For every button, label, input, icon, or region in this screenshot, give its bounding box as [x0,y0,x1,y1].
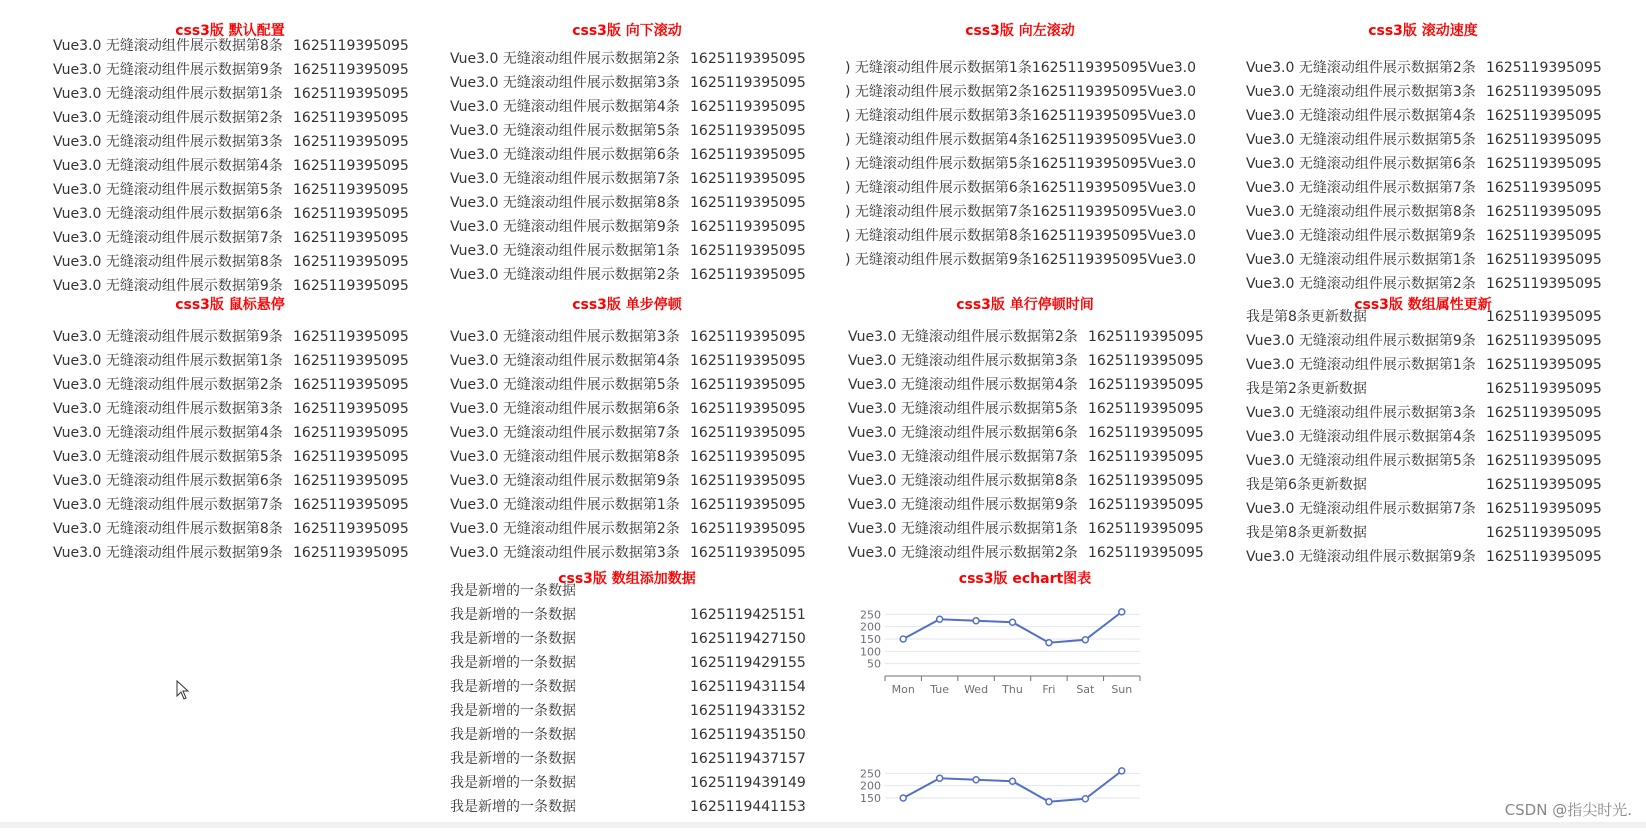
y-tick-label: 100 [860,645,881,659]
list-item: Vue3.0 无缝滚动组件展示数据第1条 1625119395095 [53,353,409,369]
series-line [903,771,1122,802]
list-item: Vue3.0 无缝滚动组件展示数据第8条 1625119395095 [1246,204,1602,220]
panel-title: css3版 默认配置 [175,23,285,39]
data-point [973,618,979,624]
list-item-partial: Vue3.0 无缝滚动组件展示数据第8条 1625119395095 [53,38,409,54]
list-item: Vue3.0 无缝滚动组件展示数据第2条 1625119395095 [848,545,1204,561]
data-point [1010,778,1016,784]
y-tick-label: 150 [860,633,881,646]
list-item: 我是新增的一条数据 1625119437157 [450,751,806,767]
list-item: Vue3.0 无缝滚动组件展示数据第1条 1625119395095 [450,497,806,513]
list-item: Vue3.0 无缝滚动组件展示数据第8条 1625119395095 [450,195,806,211]
marquee-line: ) 无缝滚动组件展示数据第7条1625119395095Vue3.0 [845,204,1196,220]
list-item: Vue3.0 无缝滚动组件展示数据第4条 1625119395095 [53,425,409,441]
marquee-line: ) 无缝滚动组件展示数据第1条1625119395095Vue3.0 [845,60,1196,76]
list-item: Vue3.0 无缝滚动组件展示数据第1条 1625119395095 [53,86,409,102]
data-point [1082,637,1088,643]
list-item: 我是第6条更新数据 1625119395095 [1246,477,1602,493]
list-item: Vue3.0 无缝滚动组件展示数据第7条 1625119395095 [848,449,1204,465]
list-item: Vue3.0 无缝滚动组件展示数据第7条 1625119395095 [1246,501,1602,517]
data-point [1082,796,1088,802]
panel-row-pause-time [845,294,1205,559]
bottom-bar [0,822,1646,828]
panel-single-step [447,294,807,559]
list-item: 我是第2条更新数据 1625119395095 [1246,381,1602,397]
list-item: Vue3.0 无缝滚动组件展示数据第5条 1625119395095 [450,377,806,393]
list-item: Vue3.0 无缝滚动组件展示数据第8条 1625119395095 [848,473,1204,489]
list-item: Vue3.0 无缝滚动组件展示数据第8条 1625119395095 [53,521,409,537]
list-item: Vue3.0 无缝滚动组件展示数据第6条 1625119395095 [450,401,806,417]
list-item: 我是新增的一条数据 1625119441153 [450,799,806,815]
list-item: Vue3.0 无缝滚动组件展示数据第1条 1625119395095 [848,521,1204,537]
scroll-list [447,325,807,565]
marquee-line: ) 无缝滚动组件展示数据第8条1625119395095Vue3.0 [845,228,1196,244]
list-item: Vue3.0 无缝滚动组件展示数据第6条 1625119395095 [1246,156,1602,172]
scroll-viewport[interactable] [1243,309,1603,565]
list-item: Vue3.0 无缝滚动组件展示数据第2条 1625119395095 [1246,60,1602,76]
list-item: Vue3.0 无缝滚动组件展示数据第9条 1625119395095 [1246,549,1602,565]
panel-title: css3版 向下滚动 [572,23,682,39]
list-item: Vue3.0 无缝滚动组件展示数据第2条 1625119395095 [450,51,806,67]
marquee-line: ) 无缝滚动组件展示数据第2条1625119395095Vue3.0 [845,84,1196,100]
x-tick-label: Wed [964,683,989,696]
panel-scroll-left [845,20,1195,285]
x-tick-label: Sat [1076,683,1095,696]
list-item: 我是新增的一条数据 1625119431154 [450,679,806,695]
list-item: Vue3.0 无缝滚动组件展示数据第9条 1625119395095 [848,497,1204,513]
list-item: Vue3.0 无缝滚动组件展示数据第9条 1625119395095 [53,545,409,561]
list-item: Vue3.0 无缝滚动组件展示数据第5条 1625119395095 [450,123,806,139]
panel-title: css3版 单行停顿时间 [956,297,1094,313]
marquee-line: ) 无缝滚动组件展示数据第3条1625119395095Vue3.0 [845,108,1196,124]
marquee-line: ) 无缝滚动组件展示数据第5条1625119395095Vue3.0 [845,156,1196,172]
list-item: Vue3.0 无缝滚动组件展示数据第3条 1625119395095 [1246,84,1602,100]
data-point [900,636,906,642]
list-item: Vue3.0 无缝滚动组件展示数据第4条 1625119395095 [53,158,409,174]
list-item: 我是新增的一条数据 1625119433152 [450,703,806,719]
panel-title: css3版 滚动速度 [1368,23,1478,39]
list-item: Vue3.0 无缝滚动组件展示数据第9条 1625119395095 [450,219,806,235]
panel-default-config [50,20,410,294]
scroll-list [447,47,807,287]
scroll-list [447,579,807,819]
list-item: Vue3.0 无缝滚动组件展示数据第3条 1625119395095 [450,75,806,91]
y-tick-label: 150 [860,792,881,805]
list-item: Vue3.0 无缝滚动组件展示数据第6条 1625119395095 [848,425,1204,441]
data-point [1010,619,1016,625]
x-tick-label: Fri [1042,683,1056,696]
list-item: Vue3.0 无缝滚动组件展示数据第5条 1625119395095 [53,449,409,465]
scroll-list [50,325,410,565]
panel-title: css3版 数组属性更新 [1354,297,1492,313]
list-item: Vue3.0 无缝滚动组件展示数据第1条 1625119395095 [1246,357,1602,373]
y-tick-label: 250 [860,767,881,781]
data-point [937,616,943,622]
panel-array-add [447,568,807,824]
scroll-viewport[interactable] [845,596,1205,824]
list-item: Vue3.0 无缝滚动组件展示数据第7条 1625119395095 [1246,180,1602,196]
list-item: Vue3.0 无缝滚动组件展示数据第7条 1625119395095 [450,425,806,441]
list-item: Vue3.0 无缝滚动组件展示数据第2条 1625119395095 [53,377,409,393]
list-item: 我是第8条更新数据 1625119395095 [1246,525,1602,541]
panel-hover-pause [50,294,410,559]
list-item: Vue3.0 无缝滚动组件展示数据第6条 1625119395095 [450,147,806,163]
list-item: Vue3.0 无缝滚动组件展示数据第1条 1625119395095 [450,243,806,259]
list-item: 我是新增的一条数据 1625119427150 [450,631,806,647]
data-point [1119,768,1125,774]
data-point [1119,609,1125,615]
list-item: Vue3.0 无缝滚动组件展示数据第6条 1625119395095 [53,473,409,489]
list-item: Vue3.0 无缝滚动组件展示数据第2条 1625119395095 [450,521,806,537]
panel-title: css3版 向左滚动 [965,23,1075,39]
list-item: Vue3.0 无缝滚动组件展示数据第5条 1625119395095 [848,401,1204,417]
list-item: Vue3.0 无缝滚动组件展示数据第3条 1625119395095 [1246,405,1602,421]
scroll-viewport[interactable] [447,322,807,564]
list-item: Vue3.0 无缝滚动组件展示数据第9条 1625119395095 [1246,333,1602,349]
list-item: Vue3.0 无缝滚动组件展示数据第3条 1625119395095 [848,353,1204,369]
x-tick-label: Sun [1111,683,1133,696]
list-item: Vue3.0 无缝滚动组件展示数据第5条 1625119395095 [1246,453,1602,469]
scroll-list [1243,56,1603,296]
list-item: 我是新增的一条数据 1625119435150 [450,727,806,743]
scroll-list [1243,305,1603,569]
list-item: Vue3.0 无缝滚动组件展示数据第9条 1625119395095 [53,278,409,294]
series-line [903,612,1122,643]
list-item: Vue3.0 无缝滚动组件展示数据第7条 1625119395095 [53,497,409,513]
list-item: Vue3.0 无缝滚动组件展示数据第9条 1625119395095 [450,473,806,489]
scroll-viewport[interactable] [447,48,807,310]
list-item: Vue3.0 无缝滚动组件展示数据第6条 1625119395095 [53,206,409,222]
panel-title: css3版 数组添加数据 [558,571,696,587]
marquee-line: ) 无缝滚动组件展示数据第9条1625119395095Vue3.0 [845,252,1196,268]
scroll-list [50,34,410,298]
list-item: Vue3.0 无缝滚动组件展示数据第2条 1625119395095 [53,110,409,126]
scroll-viewport[interactable] [447,583,807,824]
watermark: CSDN @指尖时光. [1504,801,1632,819]
list-item: Vue3.0 无缝滚动组件展示数据第5条 1625119395095 [53,182,409,198]
list-item: Vue3.0 无缝滚动组件展示数据第8条 1625119395095 [450,449,806,465]
list-item: Vue3.0 无缝滚动组件展示数据第3条 1625119395095 [450,329,806,345]
x-tick-label: Tue [930,683,950,696]
y-tick-label: 200 [860,779,881,793]
y-tick-label: 50 [867,657,881,671]
list-item: Vue3.0 无缝滚动组件展示数据第9条 1625119395095 [53,329,409,345]
y-tick-label: 200 [860,620,881,634]
marquee-line: ) 无缝滚动组件展示数据第6条1625119395095Vue3.0 [845,180,1196,196]
y-tick-label: 250 [860,608,881,622]
list-item: Vue3.0 无缝滚动组件展示数据第2条 1625119395095 [1246,276,1602,292]
list-item: Vue3.0 无缝滚动组件展示数据第3条 1625119395095 [53,134,409,150]
list-item: Vue3.0 无缝滚动组件展示数据第3条 1625119395095 [53,401,409,417]
panel-array-update [1243,294,1603,565]
panel-scroll-speed [1243,20,1603,292]
list-item: Vue3.0 无缝滚动组件展示数据第9条 1625119395095 [53,62,409,78]
scroll-viewport[interactable] [845,56,1195,286]
list-item: Vue3.0 无缝滚动组件展示数据第4条 1625119395095 [450,99,806,115]
scroll-viewport[interactable] [1243,56,1603,308]
panel-echart [845,568,1205,824]
list-item: Vue3.0 无缝滚动组件展示数据第8条 1625119395095 [53,254,409,270]
list-item: Vue3.0 无缝滚动组件展示数据第9条 1625119395095 [1246,228,1602,244]
list-item: Vue3.0 无缝滚动组件展示数据第7条 1625119395095 [53,230,409,246]
list-item: Vue3.0 无缝滚动组件展示数据第3条 1625119395095 [450,545,806,561]
list-item-partial: 我是第8条更新数据 1625119395095 [1246,309,1602,325]
scroll-viewport[interactable] [50,38,410,310]
marquee-line: ) 无缝滚动组件展示数据第4条1625119395095Vue3.0 [845,132,1196,148]
scroll-viewport[interactable] [50,322,410,564]
list-item: Vue3.0 无缝滚动组件展示数据第5条 1625119395095 [1246,132,1602,148]
data-point [937,775,943,781]
panel-title: css3版 echart图表 [958,571,1092,587]
scroll-viewport[interactable] [845,322,1205,564]
data-point [973,777,979,783]
x-tick-label: Thu [1002,683,1023,696]
list-item: Vue3.0 无缝滚动组件展示数据第4条 1625119395095 [450,353,806,369]
list-item: Vue3.0 无缝滚动组件展示数据第4条 1625119395095 [1246,108,1602,124]
data-point [1046,799,1052,805]
list-item: 我是新增的一条数据 1625119429155 [450,655,806,671]
line-chart [845,596,1145,706]
list-item: Vue3.0 无缝滚动组件展示数据第2条 1625119395095 [450,267,806,283]
list-item: 我是新增的一条数据 1625119425151 [450,607,806,623]
list-item: Vue3.0 无缝滚动组件展示数据第1条 1625119395095 [1246,252,1602,268]
mouse-cursor-icon [176,680,190,700]
panel-scroll-down [447,20,807,285]
list-item: Vue3.0 无缝滚动组件展示数据第7条 1625119395095 [450,171,806,187]
list-item: 我是新增的一条数据 1625119439149 [450,775,806,791]
list-item: Vue3.0 无缝滚动组件展示数据第4条 1625119395095 [1246,429,1602,445]
list-item: Vue3.0 无缝滚动组件展示数据第4条 1625119395095 [848,377,1204,393]
scroll-list [845,325,1205,565]
x-tick-label: Mon [891,683,915,696]
panel-title: css3版 单步停顿 [572,297,682,313]
data-point [900,795,906,801]
data-point [1046,640,1052,646]
panel-title: css3版 鼠标悬停 [175,297,285,313]
list-item-partial: 我是新增的一条数据 [450,583,576,599]
list-item: Vue3.0 无缝滚动组件展示数据第2条 1625119395095 [848,329,1204,345]
